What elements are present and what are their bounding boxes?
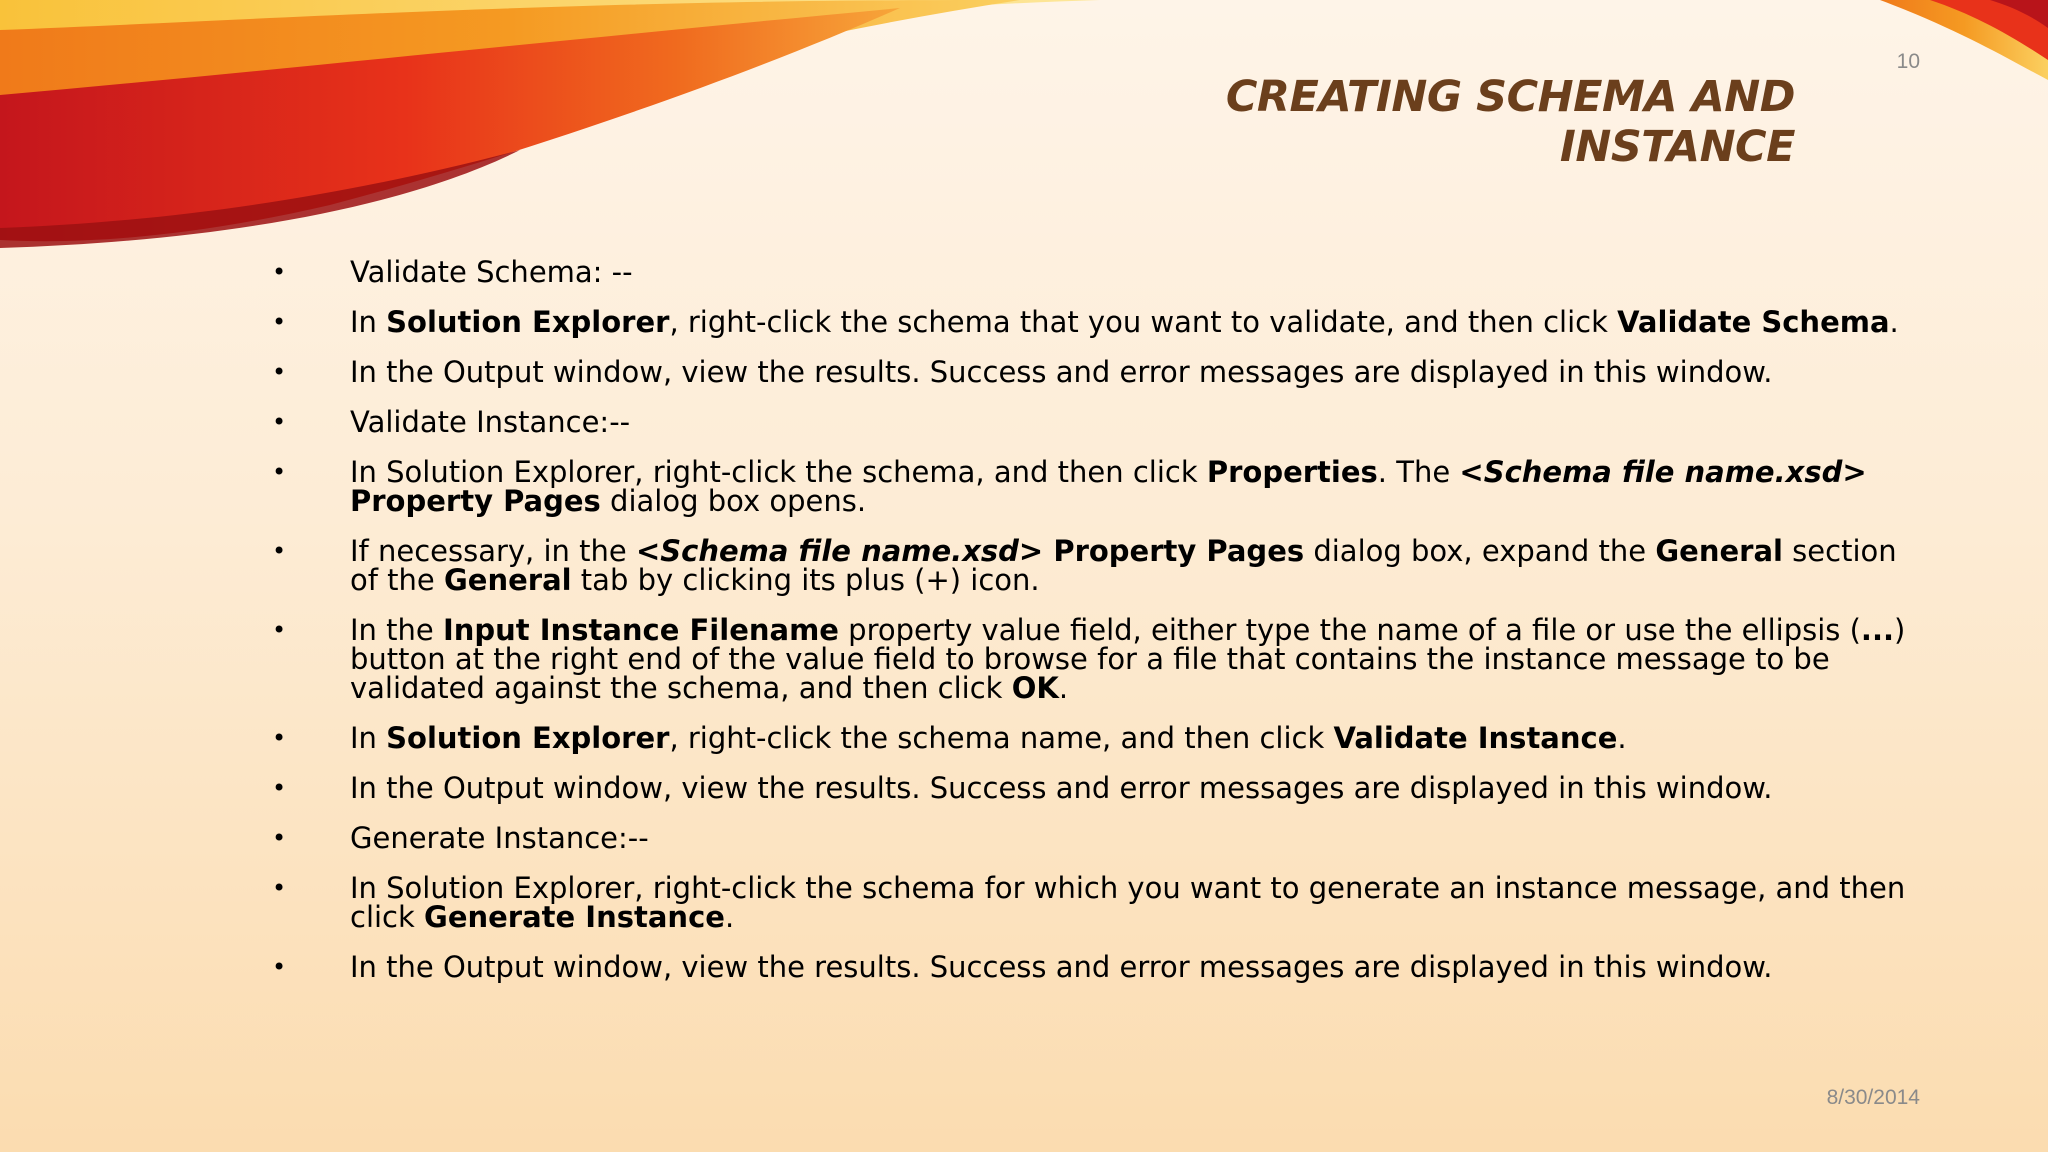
bullet-text-run: tab by clicking its plus (+) icon. — [571, 563, 1040, 597]
bullet-dot: • — [272, 724, 287, 752]
bullet-text-run: Property Pages — [350, 484, 601, 518]
bullet-item — [268, 721, 1908, 755]
bullet-text-run: In — [350, 721, 387, 755]
bullet-text-run: <Schema file name.xsd> — [635, 534, 1044, 568]
bullet-text-run: Validate Schema: -- — [350, 255, 633, 289]
bullet-dot: • — [272, 537, 287, 565]
bullet-text-run: In the Output window, view the results. Success and error messages are displayed in this window. — [350, 355, 1773, 389]
bullet-item — [268, 405, 1908, 439]
bullet-text-run: . — [1889, 305, 1899, 339]
slide-number: 10 — [1896, 50, 1920, 73]
bullet-item — [268, 613, 1908, 705]
bullet-dot: • — [272, 458, 287, 486]
slide-title: CREATING SCHEMA AND INSTANCE — [1225, 72, 1795, 172]
bullet-text-run: . — [724, 900, 735, 934]
bullet-text-run: In — [350, 305, 387, 339]
bullet-text-run: In the — [350, 613, 443, 647]
bullet-text-run: <Schema file name.xsd> — [1459, 455, 1867, 489]
bullet-item — [268, 771, 1908, 805]
bullet-dot: • — [272, 953, 287, 981]
bullet-text-run: , right-click the schema name, and then click — [669, 721, 1334, 755]
bullet-text-run: dialog box, expand the — [1304, 534, 1656, 568]
bullet-dot: • — [272, 408, 287, 436]
bullet-item — [268, 534, 1908, 597]
bullet-text-run: In Solution Explorer, right-click the schema, and then click — [350, 455, 1207, 489]
slide-date: 8/30/2014 — [1826, 1086, 1920, 1109]
bullet-text-run: . — [1617, 721, 1627, 755]
bullet-text-run: Solution Explorer — [386, 721, 670, 755]
bullet-item — [268, 355, 1908, 389]
bullet-text-run: Property Pages — [1043, 534, 1305, 568]
bullet-dot: • — [272, 358, 287, 386]
bullet-item — [268, 255, 1908, 289]
bullet-text-run: . — [1058, 671, 1069, 705]
bullet-item — [268, 871, 1908, 934]
bullet-text-run: OK — [1011, 671, 1059, 705]
bullet-text-run: In the Output window, view the results. Success and error messages are displayed in this window. — [350, 950, 1773, 984]
bullet-text-run: Validate Schema — [1617, 305, 1890, 339]
bullet-dot: • — [272, 616, 287, 644]
bullet-text-run: Validate Instance:-- — [350, 405, 631, 439]
bullet-text-run: . The — [1377, 455, 1460, 489]
bullet-text-run: dialog box opens. — [600, 484, 867, 518]
bullet-text-run: Solution Explorer — [386, 305, 670, 339]
bullet-dot: • — [272, 824, 287, 852]
bullet-dot: • — [272, 874, 287, 902]
bullet-text-run: ... — [1860, 613, 1894, 647]
bullet-dot: • — [272, 774, 287, 802]
bullet-text-run: In Solution Explorer, right-click the schema for which you want to generate an instance message, and then click — [350, 871, 1906, 934]
bullet-text-run: , right-click the schema that you want to validate, and then click — [669, 305, 1618, 339]
bullet-item — [268, 305, 1908, 339]
bullet-text-run: If necessary, in the — [350, 534, 636, 568]
bullet-text-run: Generate Instance — [424, 900, 725, 934]
bullet-text-run: General — [443, 563, 572, 597]
bullet-item — [268, 950, 1908, 984]
bullet-text-run: Input Instance Filename — [442, 613, 839, 647]
bullet-text-run: In the Output window, view the results. Success and error messages are displayed in this window. — [350, 771, 1773, 805]
bullet-text-run: Properties — [1206, 455, 1378, 489]
bullet-text-run: Validate Instance — [1333, 721, 1618, 755]
bullet-text-run: ) button at the right end of the value field to browse for a file that contains the instance message to be validated against the schema, and then click — [350, 613, 1906, 705]
bullet-text-run: property value field, either type the name of a file or use the ellipsis ( — [838, 613, 1861, 647]
bullet-dot: • — [272, 308, 287, 336]
bullet-item — [268, 455, 1908, 518]
bullet-text-run: Generate Instance:-- — [350, 821, 649, 855]
bullet-text-run: section of the — [350, 534, 1897, 597]
bullet-list — [268, 255, 1908, 1003]
bullet-item — [268, 821, 1908, 855]
bullet-text-run: General — [1655, 534, 1783, 568]
bullet-dot: • — [272, 258, 287, 286]
